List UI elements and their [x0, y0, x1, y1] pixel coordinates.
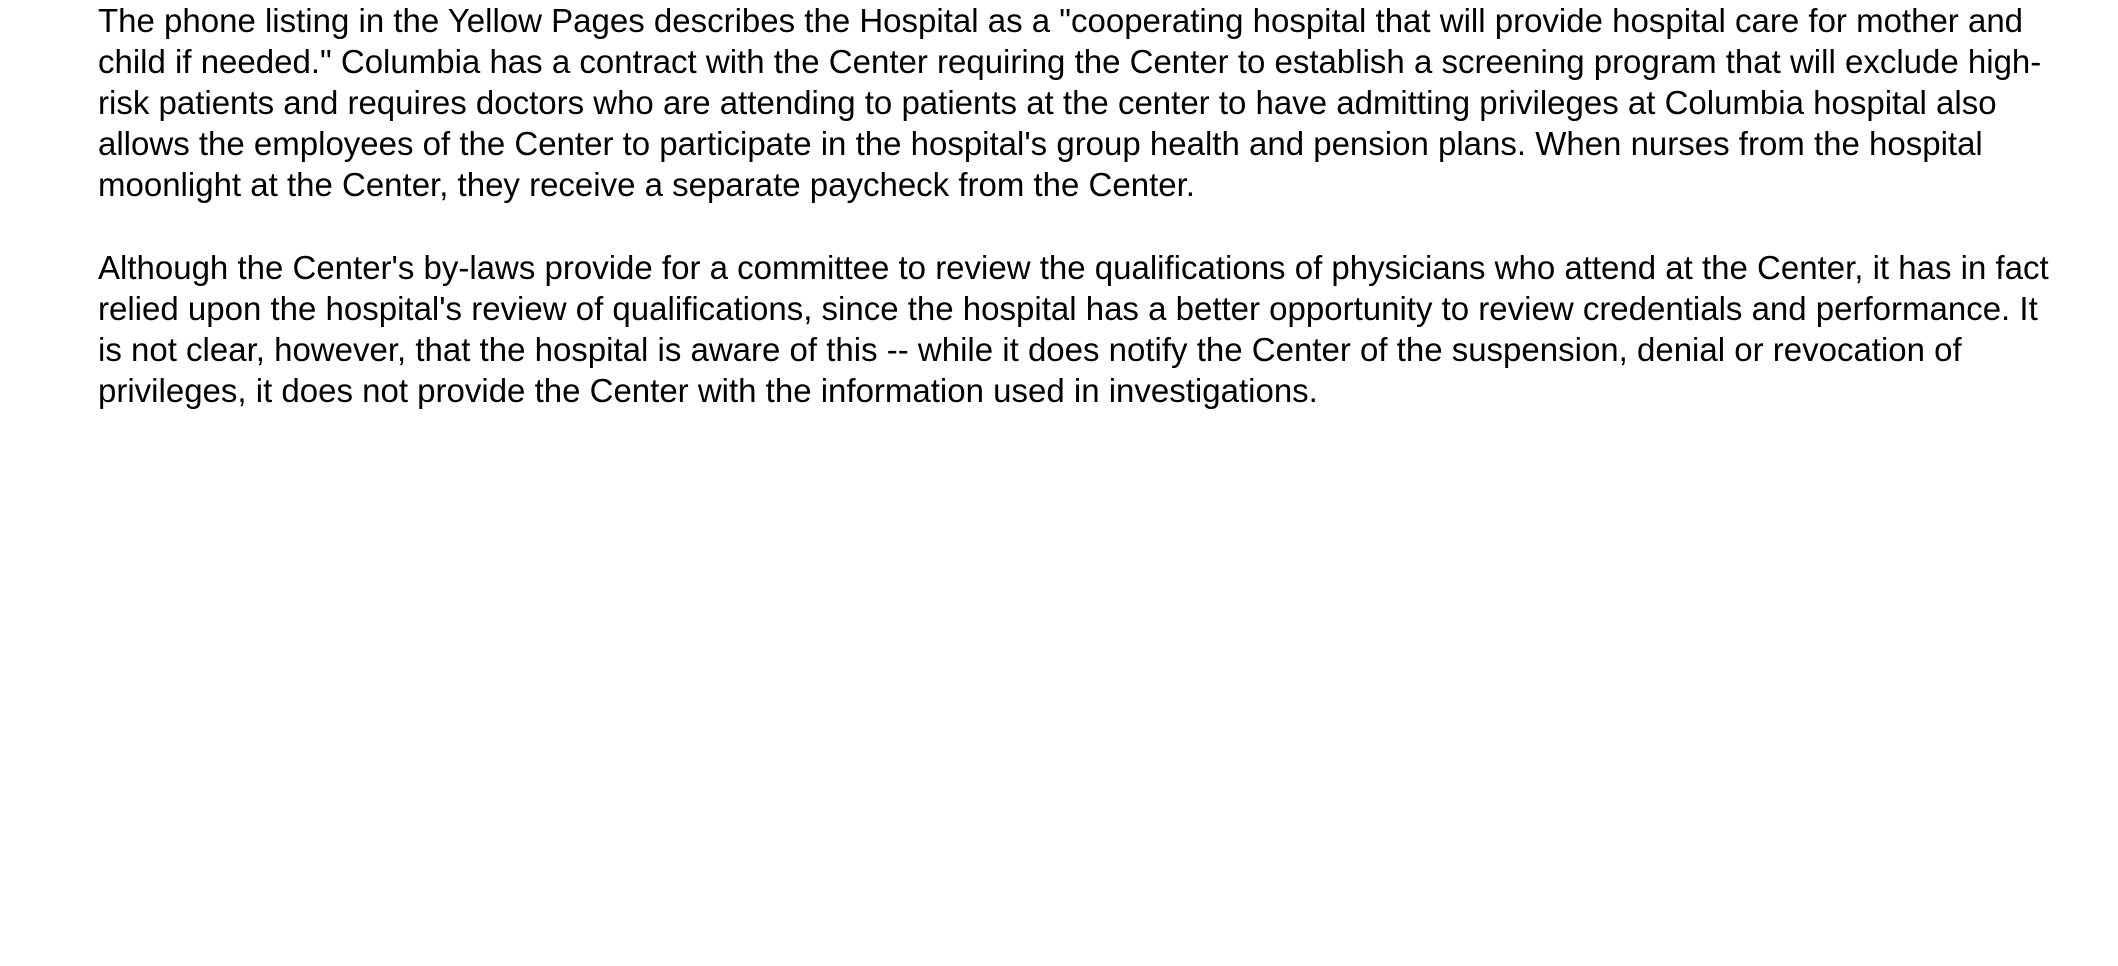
paragraph-yellow-pages-listing: The phone listing in the Yellow Pages describes the Hospital as a "cooperating hospital that will provide hospital care for mother and child if needed." Columbia has a contract with the Center requiring the Center to establish a screening program that will exclude high-risk patients and requires doctors who are attending to patients at the center to have admitting privileges at Columbia hospital also allows the employees of the Center to participate in the hospital's group health and pension plans. When nurses from the hospital moonlight at the Center, they receive a separate paycheck from the Center. [98, 2, 2042, 203]
document-body [98, 0, 2058, 411]
paragraph-center-bylaws: Although the Center's by-laws provide for a committee to review the qualifications of physicians who attend at the Center, it has in fact relied upon the hospital's review of qualifications, since the hospital has a better opportunity to review credentials and performance. It is not clear, however, that the hospital is aware of this -- while it does notify the Center of the suspension, denial or revocation of privileges, it does not provide the Center with the information used in investigations. [98, 249, 2049, 409]
